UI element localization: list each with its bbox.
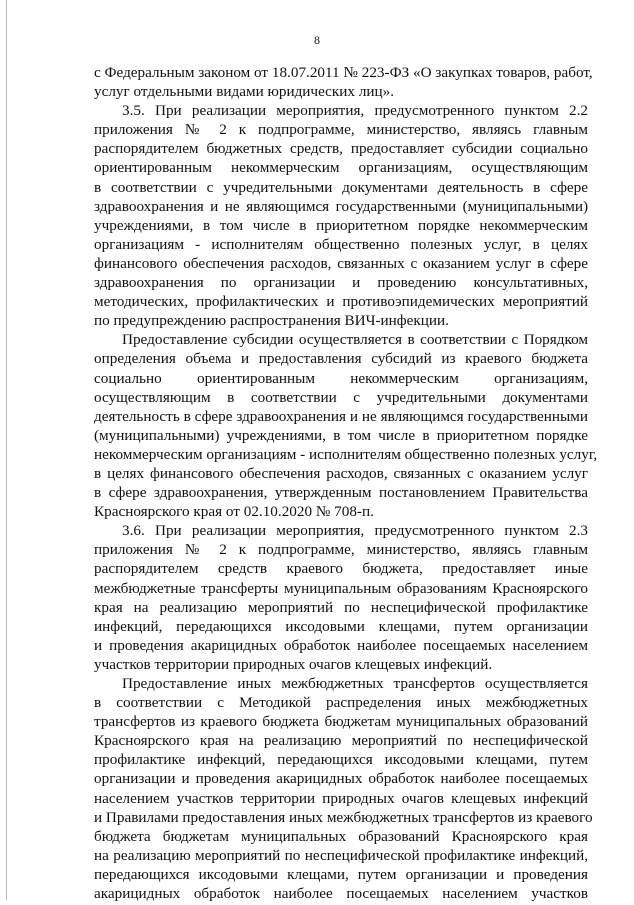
text-line: определения объема и предоставления субсидий из краевого бюджета bbox=[94, 350, 588, 368]
page-number: 8 bbox=[314, 33, 320, 47]
text-line: финансового обеспечения расходов, связанных с оказанием услуг в сфере bbox=[94, 254, 588, 272]
text-line: здравоохранения по организации и проведению консультативных, bbox=[94, 274, 588, 292]
document-body bbox=[94, 63, 598, 903]
text-line: края на реализацию мероприятий по неспецифической профилактике bbox=[94, 598, 588, 616]
text-line: организации и проведения акарицидных обработок наиболее посещаемых bbox=[94, 770, 588, 788]
text-line: ориентированным некоммерческим организациям, осуществляющим bbox=[94, 159, 588, 177]
text-line: инфекций, передающихся иксодовыми клещами, путем организации bbox=[94, 617, 588, 635]
text-line: трансфертов из краевого бюджета бюджетам муниципальных образований bbox=[94, 713, 588, 731]
text-line: в сфере здравоохранения, утвержденным постановлением Правительства bbox=[94, 484, 588, 502]
text-line: акарицидных обработок наиболее посещаемых населением участков bbox=[94, 885, 588, 903]
text-line: с Федеральным законом от 18.07.2011 № 223-ФЗ «О закупках товаров, работ, bbox=[94, 64, 593, 81]
text-line: в соответствии с Методикой распределения иных межбюджетных bbox=[94, 694, 588, 712]
text-line: и Правилами предоставления иных межбюджетных трансфертов из краевого bbox=[94, 808, 593, 826]
text-line: услуг отдельными видами юридических лиц». bbox=[94, 83, 395, 101]
text-line: социально ориентированным некоммерческим организациям, bbox=[94, 369, 588, 387]
text-line: передающихся иксодовыми клещами, путем организации и проведения bbox=[94, 865, 588, 883]
text-line: на реализацию мероприятий по неспецифической профилактике инфекций, bbox=[94, 846, 588, 864]
text-line: распорядителем бюджетных средств, предоставляет субсидии социально bbox=[94, 140, 588, 158]
text-line: осуществляющим в соответствии с учредительными документами bbox=[94, 388, 588, 406]
text-line: деятельность в сфере здравоохранения и не являющимся государственными bbox=[94, 407, 588, 425]
text-line: методических, профилактических и противоэпидемических мероприятий bbox=[94, 293, 588, 311]
text-line: организациям - исполнителям общественно полезных услуг, в целях bbox=[94, 235, 588, 253]
text-line: по предупреждению распространения ВИЧ-инфекции. bbox=[94, 312, 449, 330]
text-line: распорядителем средств краевого бюджета, предоставляет иные bbox=[94, 560, 588, 578]
scan-edge-line bbox=[6, 0, 7, 900]
text-line: профилактике инфекций, передающихся иксодовыми клещами, путем bbox=[94, 751, 588, 769]
text-line: Красноярского края на реализацию мероприятий по неспецифической bbox=[94, 732, 588, 750]
text-line: Предоставление субсидии осуществляется в соответствии с Порядком bbox=[122, 331, 588, 349]
text-line: в соответствии с учредительными документами деятельность в сфере bbox=[94, 178, 588, 196]
text-line: Предоставление иных межбюджетных трансфертов осуществляется bbox=[122, 675, 588, 692]
text-line: (муниципальными) учреждениями, в том числе в приоритетном порядке bbox=[94, 426, 588, 444]
text-line: здравоохранения и не являющимся государственными (муниципальными) bbox=[94, 197, 588, 215]
text-line: 3.6. При реализации мероприятия, предусмотренного пунктом 2.3 bbox=[122, 522, 588, 540]
text-line: в целях финансового обеспечения расходов, связанных с оказанием услуг bbox=[94, 464, 588, 482]
text-line: Красноярского края от 02.10.2020 № 708-п. bbox=[94, 503, 374, 521]
text-line: 3.5. При реализации мероприятия, предусмотренного пунктом 2.2 bbox=[122, 102, 588, 120]
text-line: учреждениями, в том числе в приоритетном порядке некоммерческим bbox=[94, 216, 588, 234]
text-line: приложения № 2 к подпрограмме, министерство, являясь главным bbox=[94, 541, 588, 559]
text-line: и проведения акарицидных обработок наиболее посещаемых населением bbox=[94, 636, 588, 654]
text-line: бюджета бюджетам муниципальных образований Красноярского края bbox=[94, 827, 588, 845]
text-line: населением участков территории природных очагов клещевых инфекций bbox=[94, 789, 588, 807]
text-line: участков территории природных очагов клещевых инфекций. bbox=[94, 655, 493, 673]
text-line: межбюджетные трансферты муниципальным образованиям Красноярского bbox=[94, 579, 588, 597]
text-line: приложения № 2 к подпрограмме, министерство, являясь главным bbox=[94, 121, 588, 139]
text-line: некоммерческим организациям - исполнителям общественно полезных услуг, bbox=[94, 445, 598, 463]
